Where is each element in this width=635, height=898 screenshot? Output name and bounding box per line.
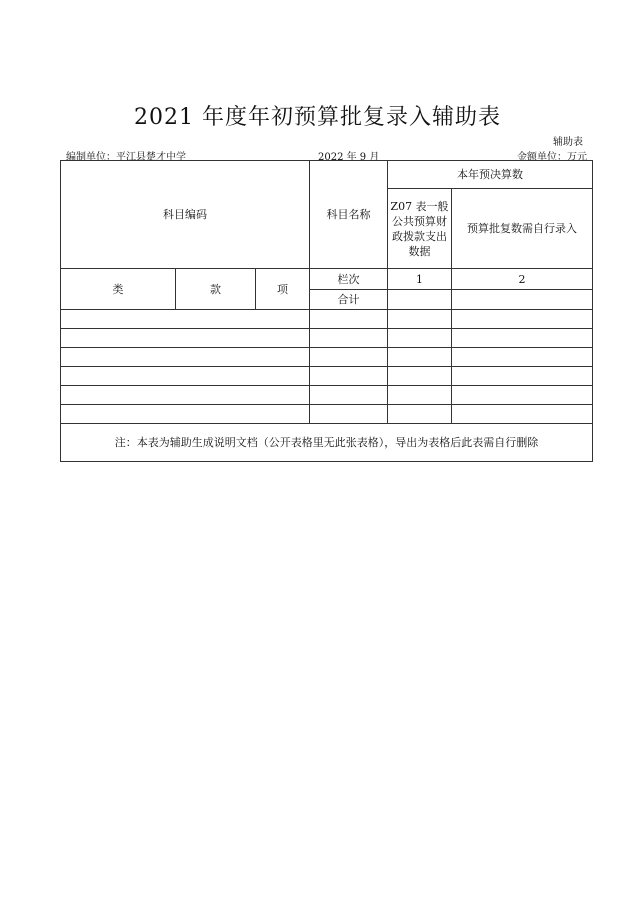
name-cell [310, 348, 388, 367]
money-unit: 金额单位：万元 [517, 152, 587, 163]
name-cell [310, 386, 388, 405]
value-cell [388, 310, 452, 329]
compiling-unit: 编制单位：平江县楚才中学 [66, 152, 186, 163]
value-cell [452, 405, 593, 424]
value-cell [452, 310, 593, 329]
code-cell [61, 348, 310, 367]
subject-code-header: 科目编码 [61, 161, 310, 269]
table-row [61, 329, 593, 348]
table-row [61, 348, 593, 367]
xiang-header: 项 [256, 269, 310, 310]
table-tag: 辅助表 [553, 137, 583, 148]
budget-group-header: 本年预决算数 [388, 161, 593, 189]
value-cell [388, 405, 452, 424]
value-cell [452, 386, 593, 405]
lanci-label: 栏次 [310, 269, 388, 290]
total-z07-cell [388, 290, 452, 310]
table-row [61, 310, 593, 329]
code-cell [61, 367, 310, 386]
table-row [61, 405, 593, 424]
kuan-header: 款 [176, 269, 256, 310]
code-cell [61, 310, 310, 329]
name-cell [310, 329, 388, 348]
lei-header: 类 [61, 269, 176, 310]
name-cell [310, 405, 388, 424]
code-cell [61, 405, 310, 424]
value-cell [388, 329, 452, 348]
footnote: 注：本表为辅助生成说明文档（公开表格里无此张表格），导出为表格后此表需自行删除 [61, 424, 593, 462]
table-row [61, 367, 593, 386]
value-cell [388, 348, 452, 367]
total-label: 合计 [310, 290, 388, 310]
document-title: 2021 年度年初预算批复录入辅助表 [134, 105, 501, 130]
column-number-1: 1 [388, 269, 452, 290]
table-row [61, 386, 593, 405]
name-cell [310, 367, 388, 386]
code-cell [61, 386, 310, 405]
self-entry-column-header: 预算批复数需自行录入 [452, 189, 593, 269]
subject-name-header: 科目名称 [310, 161, 388, 269]
name-cell [310, 310, 388, 329]
budget-table [60, 160, 593, 462]
code-cell [61, 329, 310, 348]
value-cell [452, 367, 593, 386]
value-cell [452, 329, 593, 348]
value-cell [388, 386, 452, 405]
z07-column-header: Z07 表一般公共预算财政拨款支出数据 [388, 189, 452, 269]
column-number-2: 2 [452, 269, 593, 290]
total-self-cell [452, 290, 593, 310]
report-date: 2022 年 9 月 [318, 152, 380, 163]
value-cell [388, 367, 452, 386]
value-cell [452, 348, 593, 367]
